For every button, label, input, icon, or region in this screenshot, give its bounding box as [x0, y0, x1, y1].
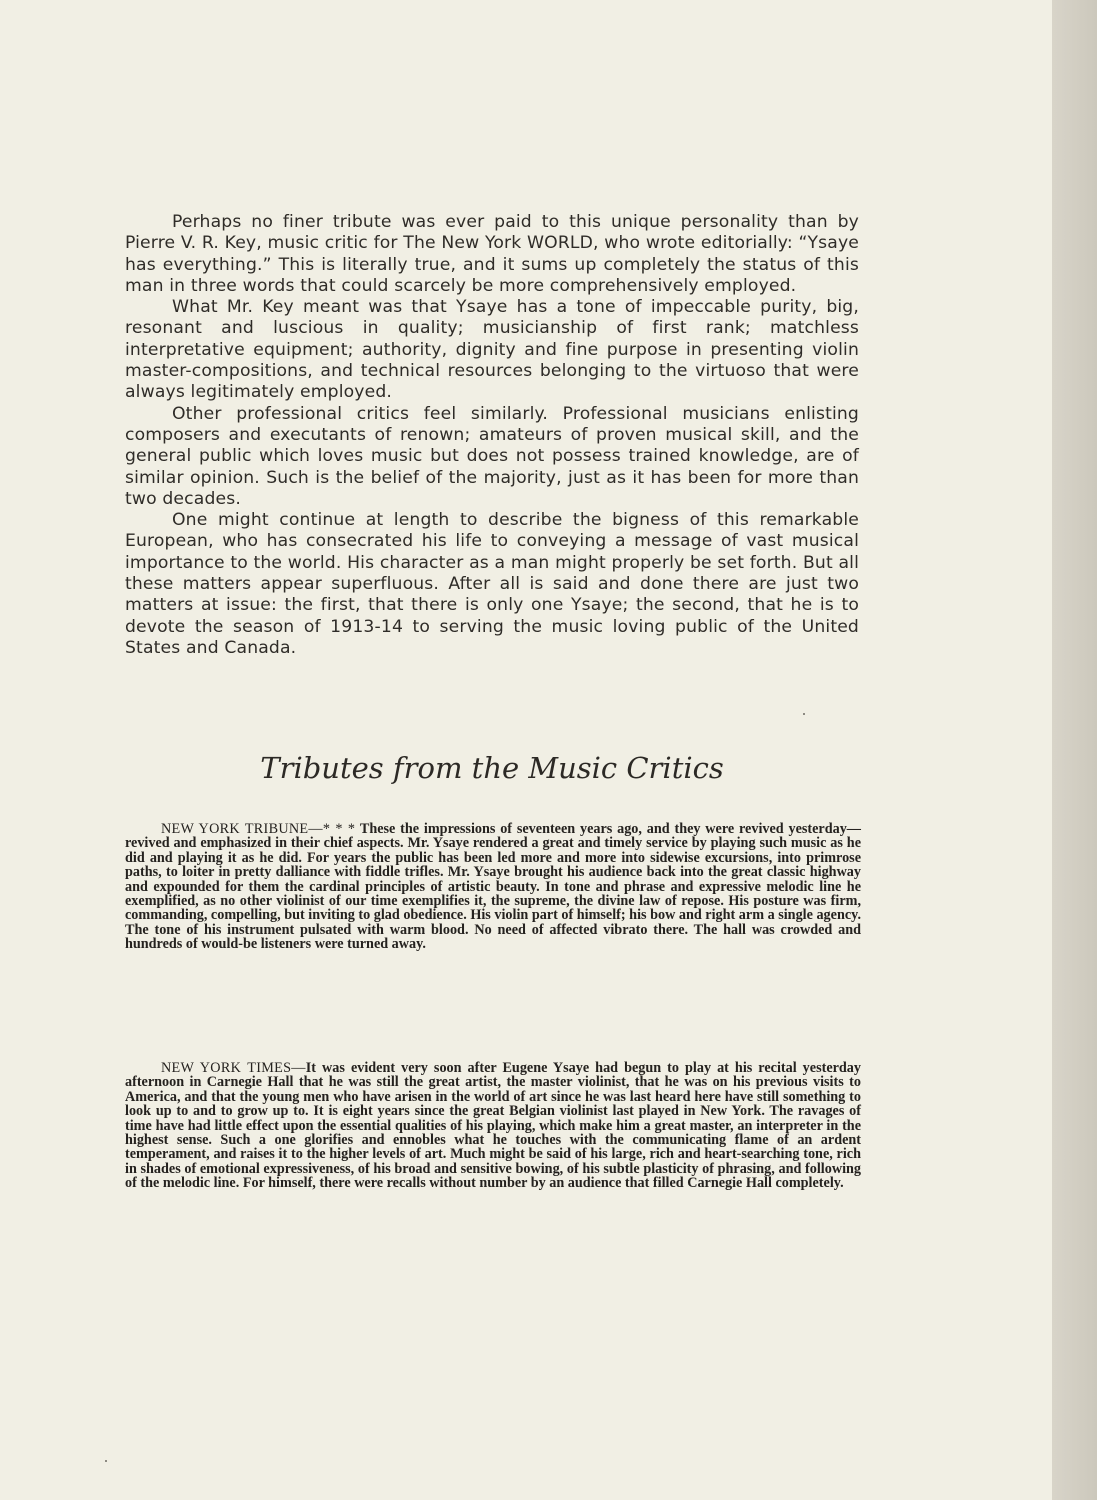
- tribute-new-york-times: [125, 1061, 861, 1191]
- body-paragraph-2: What Mr. Key meant was that Ysaye has a tone of impeccable purity, big, resonant and luscious in quality; musicianship of first rank; matchless interpretative equipment; authority, dignity and fine purpose in presenting violin master-compositions, and technical resources belonging to the virtuoso that were always legitimately employed.: [125, 297, 859, 403]
- tribute-new-york-tribune: [125, 822, 861, 952]
- tribute-text: It was evident very soon after Eugene Ysaye had begun to play at his recital yesterday afternoon in Carnegie Hall that he was still the great artist, the master violinist, that he was on his previous visits to America, and that the young men who have arisen in the world of art since he was last heard here have still something to look up to and to grow up to. It is eight years since the great Belgian violinist last played in New York. The ravages of time have had little effect upon the essential qualities of his playing, which make him a great master, an interpreter in the highest sense. Such a one glorifies and ennobles what he touches with the communicating flame of an ardent temperament, and raises it to the higher levels of art. Much might be said of his large, rich and heart-searching tone, rich in shades of emotional expressiveness, of his broad and sensitive bowing, of his subtle plasticity of phrasing, and following of the melodic line. For himself, there were recalls without number by an audience that filled Carnegie Hall completely.: [125, 1060, 861, 1192]
- paper-speck: [105, 1460, 107, 1462]
- section-heading: Tributes from the Music Critics: [260, 751, 724, 785]
- body-text: [125, 212, 859, 659]
- page-edge: [1052, 0, 1097, 1500]
- body-paragraph-1: Perhaps no finer tribute was ever paid to this unique personality than by Pierre V. R. Key, music critic for The New York WORLD, who wrote editorially: “Ysaye has everything.” This is literally true, and it sums up completely the status of this man in three words that could scarcely be more comprehensively employed.: [125, 212, 859, 296]
- body-paragraph-3: Other professional critics feel similarly. Professional musicians enlisting composers and executants of renown; amateurs of proven musical skill, and the general public which loves music but does not possess trained knowledge, are of similar opinion. Such is the belief of the majority, just as it has been for more than two decades.: [125, 403, 859, 509]
- body-paragraph-4: One might continue at length to describe the bigness of this remarkable European, who has consecrated his life to conveying a message of vast musical importance to the world. His character as a man might properly be set forth. But all these matters appear superfluous. After all is said and done there are just two matters at issue: the first, that there is only one Ysaye; the second, that he is to devote the season of 1913-14 to serving the music loving public of the United States and Canada.: [125, 510, 859, 658]
- tribute-source: NEW YORK TRIBUNE—* * *: [161, 821, 356, 837]
- paper-speck: [803, 713, 805, 715]
- tribute-text: These the impressions of seventeen years ago, and they were revived yesterday—revived and emphasized in their chief aspects. Mr. Ysaye rendered a great and timely service by playing such music as he did and playing it as he did. For years the public has been led more and more into sidewise excursions, into primrose paths, to loiter in pretty dalliance with fiddle trifles. Mr. Ysaye brought his audience back into the great classic highway and expounded for them the cardinal principles of artistic beauty. In tone and phrase and expressive melodic line he exemplified, as no other violinist of our time exemplifies it, the supreme, the divine law of repose. His posture was firm, commanding, compelling, but inviting to glad obedience. His violin part of himself; his bow and right arm a single agency. The tone of his instrument pulsated with warm blood. No need of affected vibrato there. The hall was crowded and hundreds of would-be listeners were turned away.: [125, 821, 861, 953]
- tribute-source: NEW YORK TIMES—: [161, 1060, 306, 1076]
